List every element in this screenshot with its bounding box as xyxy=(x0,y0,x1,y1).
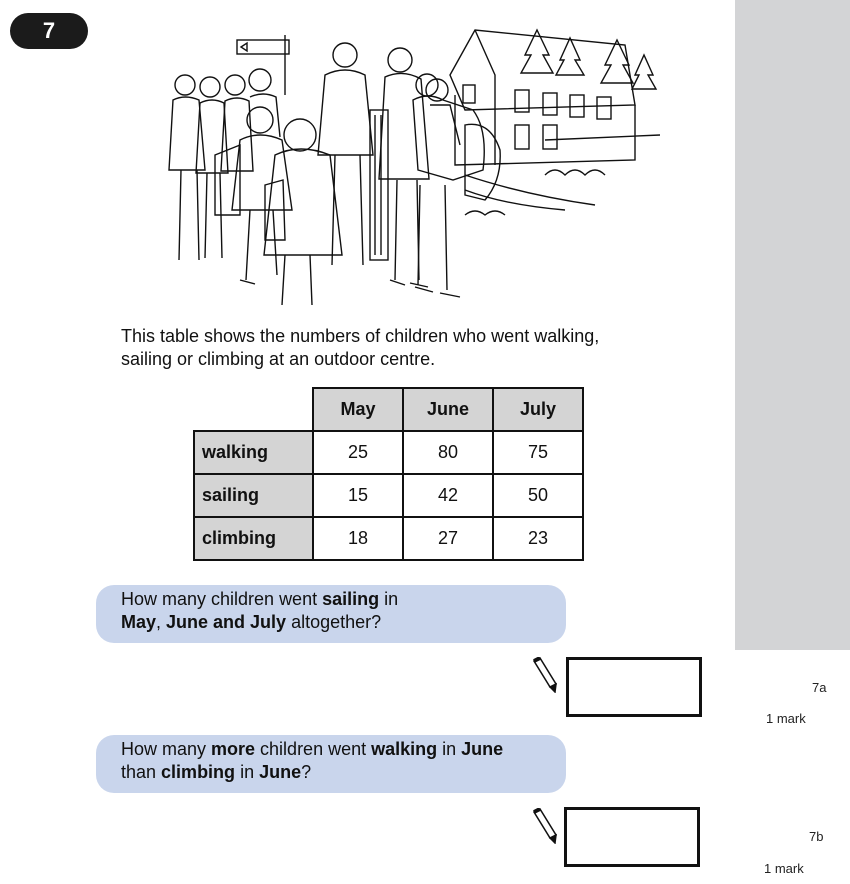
mark-box-7a xyxy=(764,663,810,709)
row-header-walking: walking xyxy=(194,431,313,474)
table-corner xyxy=(194,388,313,431)
intro-text xyxy=(121,325,701,371)
table-row-sailing xyxy=(194,474,583,517)
activity-table xyxy=(193,387,584,561)
question-7b-line-1: How many more children went walking in June xyxy=(121,739,504,759)
mark-label-7a: 1 mark xyxy=(766,711,806,726)
pencil-icon xyxy=(530,808,558,844)
table-cell: 27 xyxy=(403,517,493,560)
row-header-climbing: climbing xyxy=(194,517,313,560)
mark-box-7b xyxy=(762,813,808,859)
answer-box-7b[interactable] xyxy=(564,807,700,867)
column-header-july: July xyxy=(493,388,583,431)
question-7a-box xyxy=(96,585,566,643)
intro-line-2: sailing or climbing at an outdoor centre. xyxy=(121,349,436,369)
table-cell: 25 xyxy=(313,431,403,474)
question-7b-line-2: than climbing in June? xyxy=(121,762,312,782)
mark-id-7b: 7b xyxy=(809,829,824,844)
answer-box-7a[interactable] xyxy=(566,657,702,717)
question-number-badge: 7 xyxy=(10,13,88,49)
question-7a-line-1: How many children went sailing in xyxy=(121,589,399,609)
column-header-may: May xyxy=(313,388,403,431)
column-header-june: June xyxy=(403,388,493,431)
table-cell: 42 xyxy=(403,474,493,517)
table-cell: 75 xyxy=(493,431,583,474)
mark-label-7b: 1 mark xyxy=(764,861,804,876)
table-cell: 80 xyxy=(403,431,493,474)
table-row-climbing xyxy=(194,517,583,560)
intro-line-1: This table shows the numbers of children who went walking, xyxy=(121,326,600,346)
row-header-sailing: sailing xyxy=(194,474,313,517)
question-7a-line-2: May, June and July altogether? xyxy=(121,612,382,632)
mark-id-7a: 7a xyxy=(812,680,827,695)
question-7b-box xyxy=(96,735,566,793)
table-cell: 15 xyxy=(313,474,403,517)
table-cell: 18 xyxy=(313,517,403,560)
table-cell: 23 xyxy=(493,517,583,560)
pencil-icon xyxy=(530,657,558,693)
table-cell: 50 xyxy=(493,474,583,517)
table-row-walking xyxy=(194,431,583,474)
children-outdoor-centre-illustration xyxy=(165,15,665,315)
table-header-row xyxy=(194,388,583,431)
